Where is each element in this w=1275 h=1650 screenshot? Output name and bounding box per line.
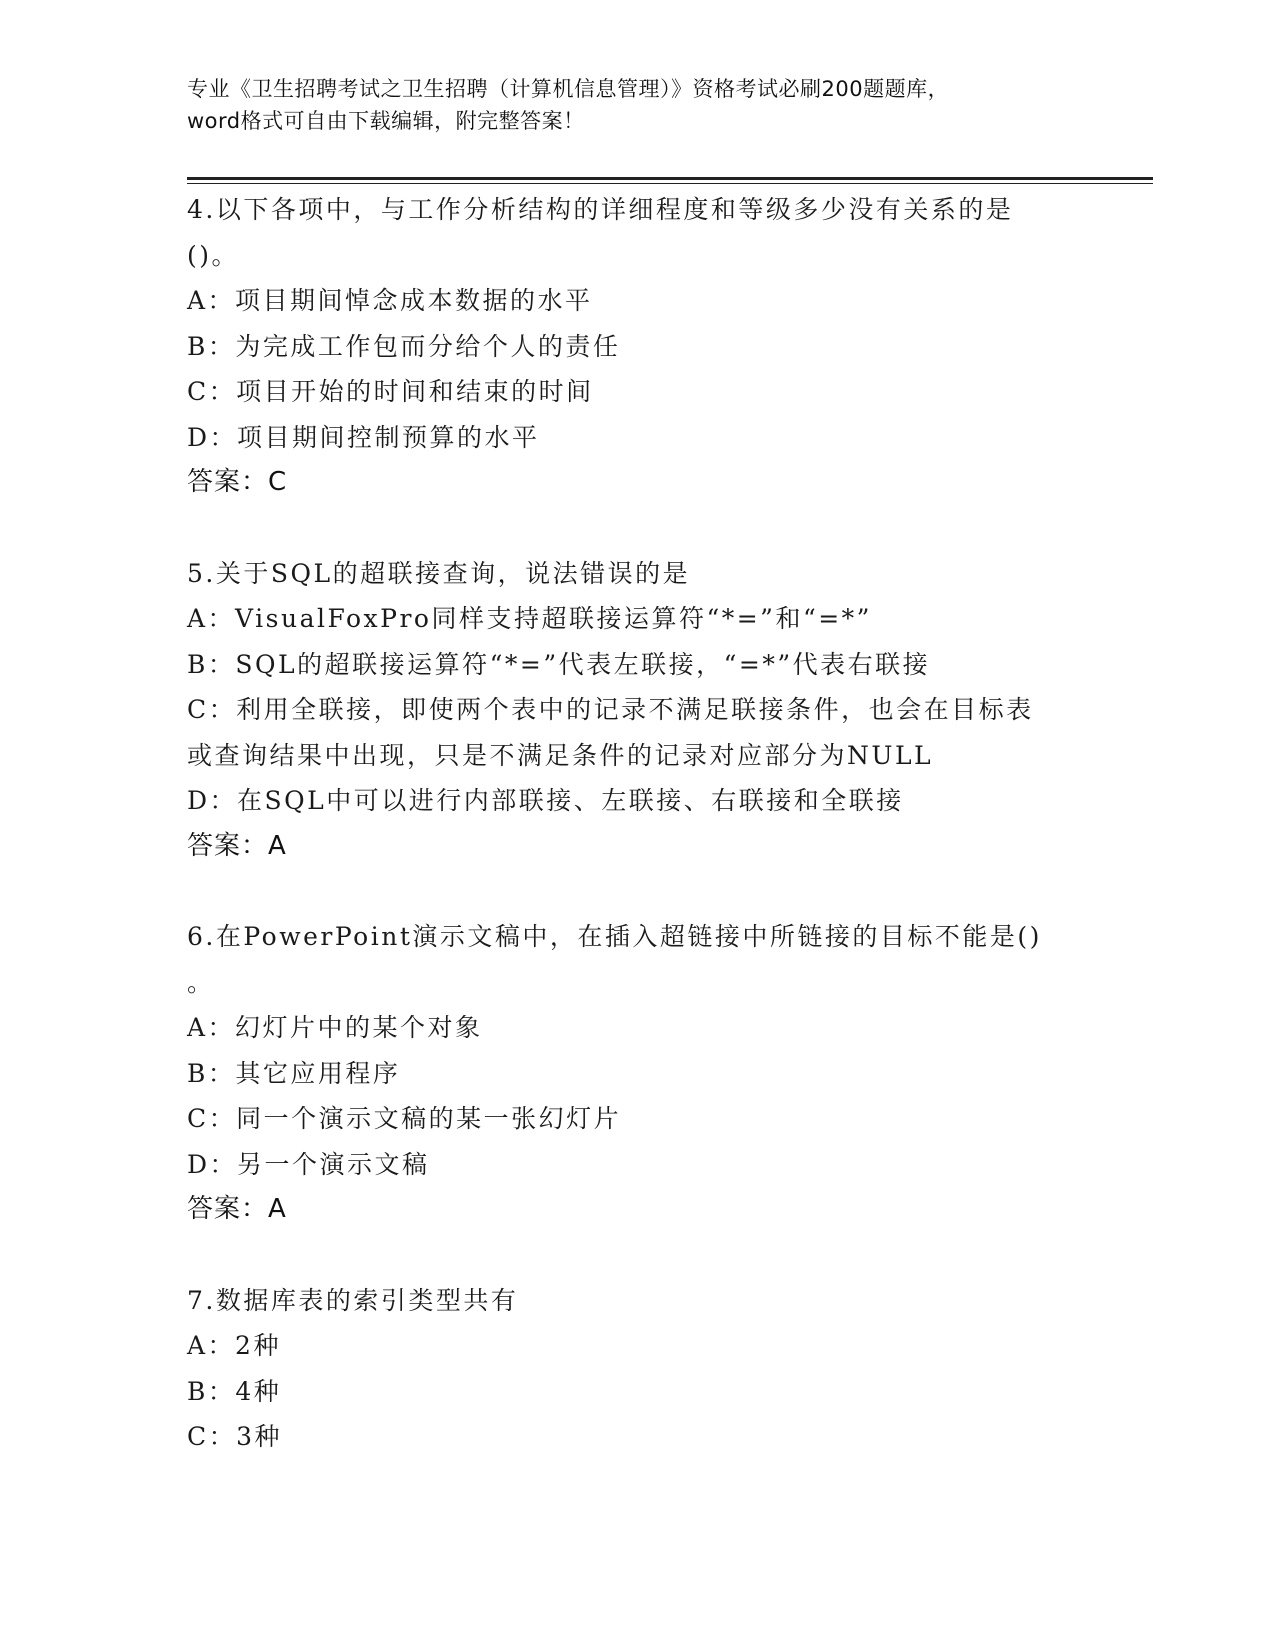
question-stem-line: 。 (187, 967, 215, 997)
header-divider-thick (187, 177, 1153, 180)
option-c: C：3种 (187, 1422, 283, 1451)
option-b: B：为完成工作包而分给个人的责任 (187, 331, 621, 361)
question-4 (187, 187, 1087, 506)
option-b: B：其它应用程序 (187, 1058, 401, 1088)
option-c: C：项目开始的时间和结束的时间 (187, 377, 594, 406)
document-header (187, 73, 1087, 137)
option-a: A：VisualFoxPro同样支持超联接运算符“*=”和“=*” (187, 604, 872, 633)
question-list (187, 187, 1087, 1505)
question-6 (187, 914, 1087, 1233)
option-d: D：另一个演示文稿 (187, 1149, 430, 1179)
option-c: C：利用全联接，即使两个表中的记录不满足联接条件，也会在目标表 (187, 695, 1034, 724)
header-title-line-1: 专业《卫生招聘考试之卫生招聘（计算机信息管理）》资格考试必刷200题题库， (187, 77, 950, 101)
answer-label: 答案：A (187, 830, 287, 861)
option-c: C：同一个演示文稿的某一张幻灯片 (187, 1104, 622, 1133)
question-5 (187, 551, 1087, 870)
answer-label: 答案：C (187, 467, 288, 497)
header-divider-thin (187, 183, 1153, 184)
question-stem-line: 4.以下各项中，与工作分析结构的详细程度和等级多少没有关系的是 (187, 195, 1014, 224)
question-stem-line: ()。 (187, 240, 240, 270)
option-a: A：幻灯片中的某个对象 (187, 1013, 483, 1042)
option-a: A：项目期间悼念成本数据的水平 (187, 286, 593, 315)
answer-label: 答案：A (187, 1194, 287, 1224)
question-stem-line: 5.关于SQL的超联接查询，说法错误的是 (187, 558, 691, 588)
question-stem-line: 7.数据库表的索引类型共有 (187, 1285, 519, 1315)
question-7 (187, 1278, 1087, 1460)
option-a: A：2种 (187, 1331, 281, 1360)
option-c-continued: 或查询结果中出现，只是不满足条件的记录对应部分为NULL (187, 740, 934, 770)
option-b: B：4种 (187, 1376, 282, 1406)
header-title-line-2: word格式可自由下载编辑，附完整答案！ (187, 109, 585, 133)
option-d: D：项目期间控制预算的水平 (187, 422, 540, 452)
question-stem-line: 6.在PowerPoint演示文稿中，在插入超链接中所链接的目标不能是() (187, 922, 1042, 951)
option-b: B：SQL的超联接运算符“*=”代表左联接，“=*”代表右联接 (187, 649, 931, 679)
option-d: D：在SQL中可以进行内部联接、左联接、右联接和全联接 (187, 786, 904, 815)
